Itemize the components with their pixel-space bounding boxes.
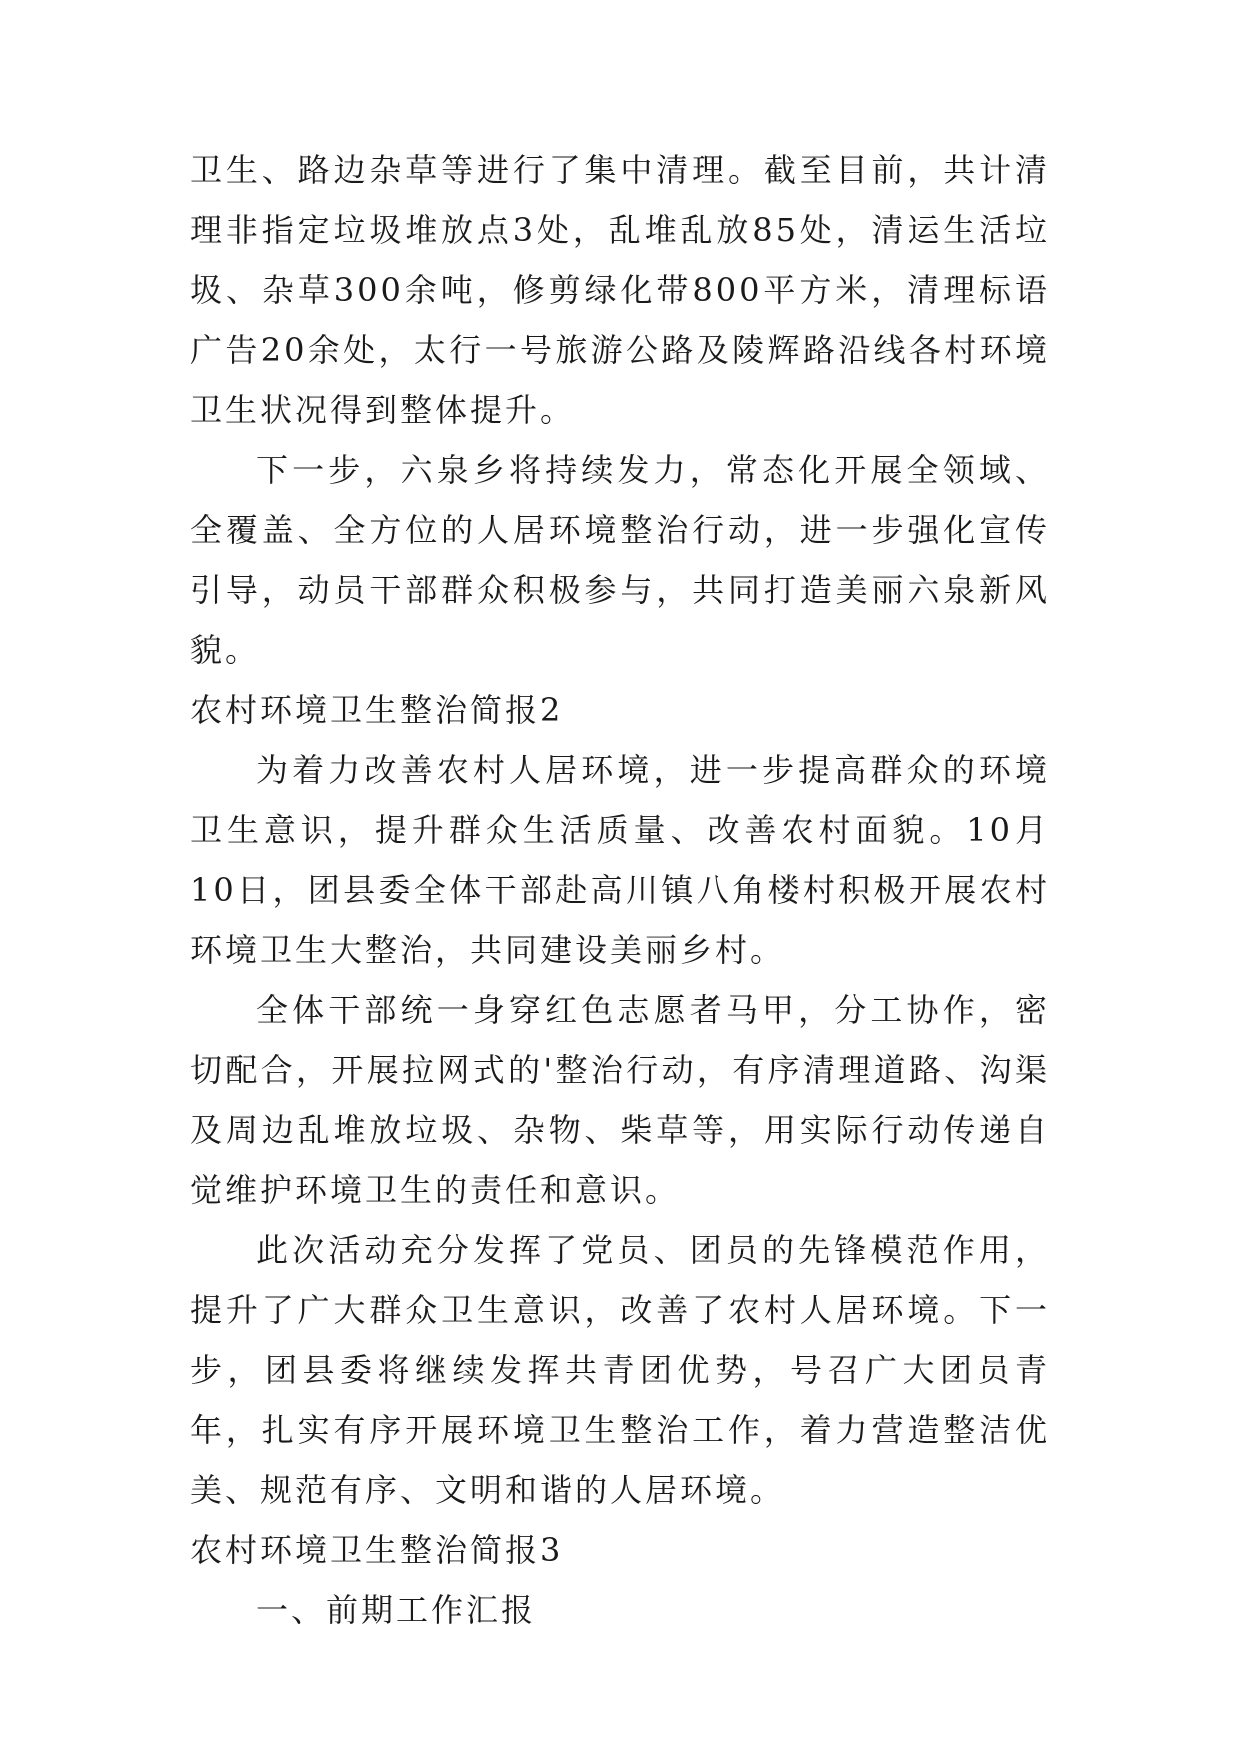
paragraph-summary: 此次活动充分发挥了党员、团员的先锋模范作用，提升了广大群众卫生意识，改善了农村人居环境。下一步，团县委将继续发挥共青团优势，号召广大团员青年，扎实有序开展环境卫生整治工作，着力营造整洁优美、规范有序、文明和谐的人居环境。 — [190, 1231, 1050, 1509]
paragraph-intro-2: 为着力改善农村人居环境，进一步提高群众的环境卫生意识，提升群众生活质量、改善农村面貌。10月10日，团县委全体干部赴高川镇八角楼村积极开展农村环境卫生大整治，共同建设美丽乡村。 — [190, 751, 1050, 969]
paragraph-next-steps: 下一步，六泉乡将持续发力，常态化开展全领域、全覆盖、全方位的人居环境整治行动，进一步强化宣传引导，动员干部群众积极参与，共同打造美丽六泉新风貌。 — [190, 451, 1050, 669]
paragraph-activity: 全体干部统一身穿红色志愿者马甲，分工协作，密切配合，开展拉网式的'整治行动，有序清理道路、沟渠及周边乱堆放垃圾、杂物、柴草等，用实际行动传递自觉维护环境卫生的责任和意识。 — [190, 991, 1050, 1209]
subsection-heading: 一、前期工作汇报 — [256, 1591, 537, 1629]
section-heading-2: 农村环境卫生整治简报2 — [190, 691, 564, 729]
paragraph-continuation: 卫生、路边杂草等进行了集中清理。截至目前，共计清理非指定垃圾堆放点3处，乱堆乱放85处，清运生活垃圾、杂草300余吨，修剪绿化带800平方米，清理标语广告20余处，太行一号旅游公路及陵辉路沿线各村环境卫生状况得到整体提升。 — [190, 151, 1050, 429]
section-heading-3: 农村环境卫生整治简报3 — [190, 1531, 564, 1569]
document-body — [190, 140, 1050, 1640]
